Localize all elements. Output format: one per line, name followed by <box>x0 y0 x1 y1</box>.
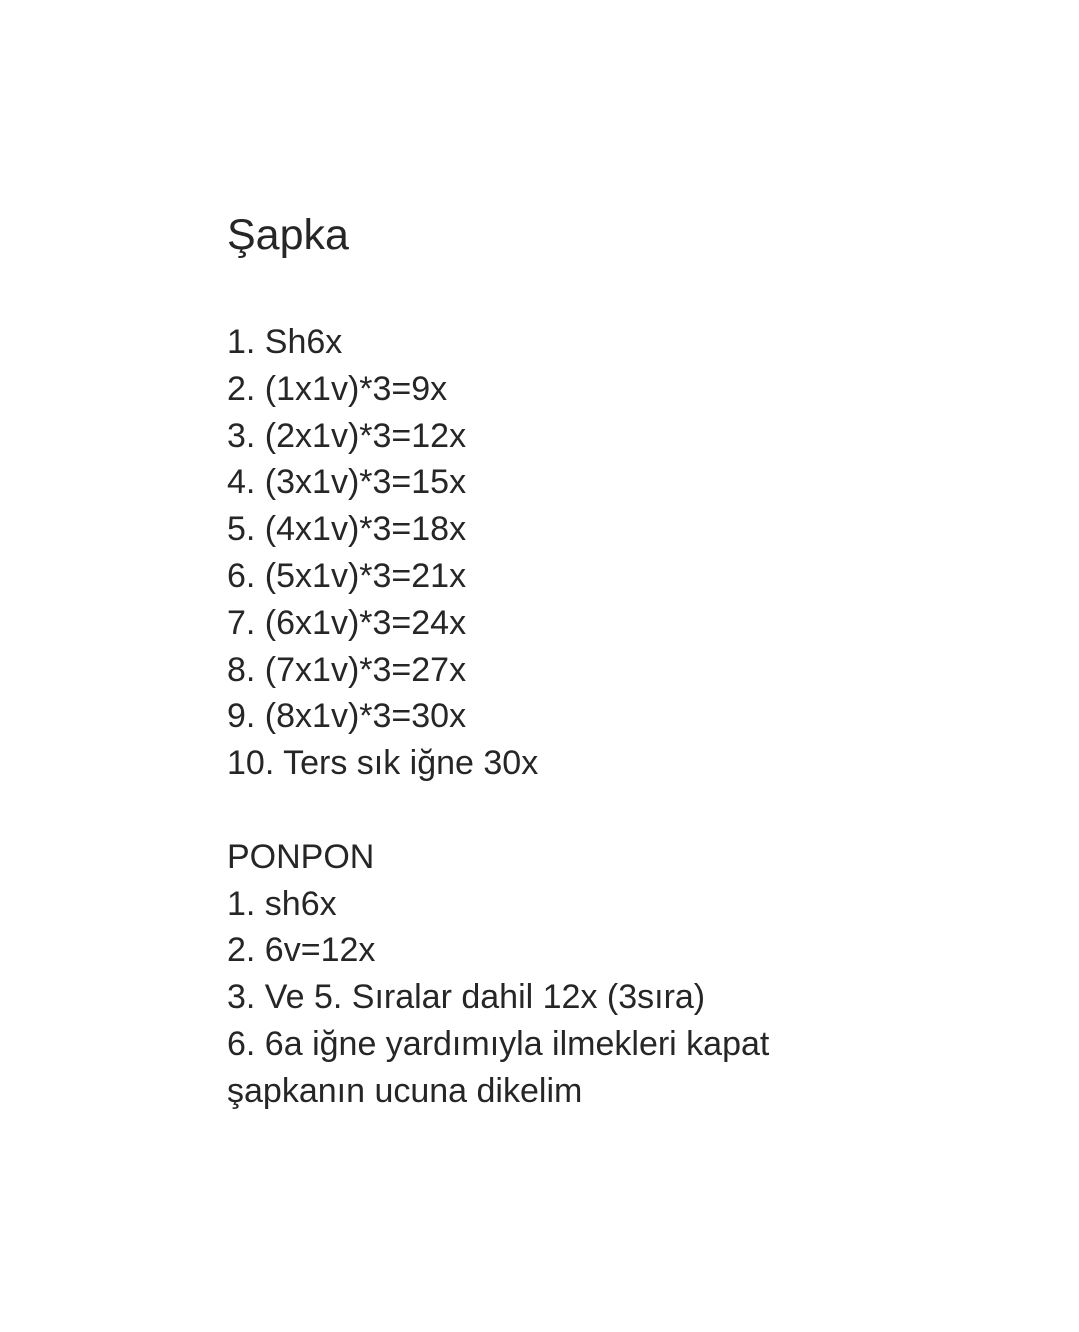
list-item: 5. (4x1v)*3=18x <box>227 510 467 549</box>
ponpon-section-title: PONPON <box>227 837 375 876</box>
list-item: 2. 6v=12x <box>227 931 376 970</box>
section-spacer <box>227 787 1047 834</box>
list-item: şapkanın ucuna dikelim <box>227 1071 583 1110</box>
list-item: 1. sh6x <box>227 884 337 923</box>
list-item: 7. (6x1v)*3=24x <box>227 603 467 642</box>
note-document <box>227 207 1047 1115</box>
list-item: 1. Sh6x <box>227 323 343 361</box>
list-item: 3. (2x1v)*3=12x <box>227 416 467 455</box>
list-item: 6. (5x1v)*3=21x <box>227 556 467 595</box>
hat-row-list <box>227 319 1047 787</box>
list-item: 8. (7x1v)*3=27x <box>227 650 467 689</box>
ponpon-row-list <box>227 881 1047 1115</box>
list-item: 3. Ve 5. Sıralar dahil 12x (3sıra) <box>227 978 706 1017</box>
list-item: 4. (3x1v)*3=15x <box>227 463 467 502</box>
page-title: Şapka <box>227 211 349 259</box>
list-item: 10. Ters sık iğne 30x <box>227 744 539 783</box>
list-item: 2. (1x1v)*3=9x <box>227 369 448 408</box>
list-item: 9. (8x1v)*3=30x <box>227 697 467 736</box>
list-item: 6. 6a iğne yardımıyla ilmekleri kapat <box>227 1024 770 1063</box>
